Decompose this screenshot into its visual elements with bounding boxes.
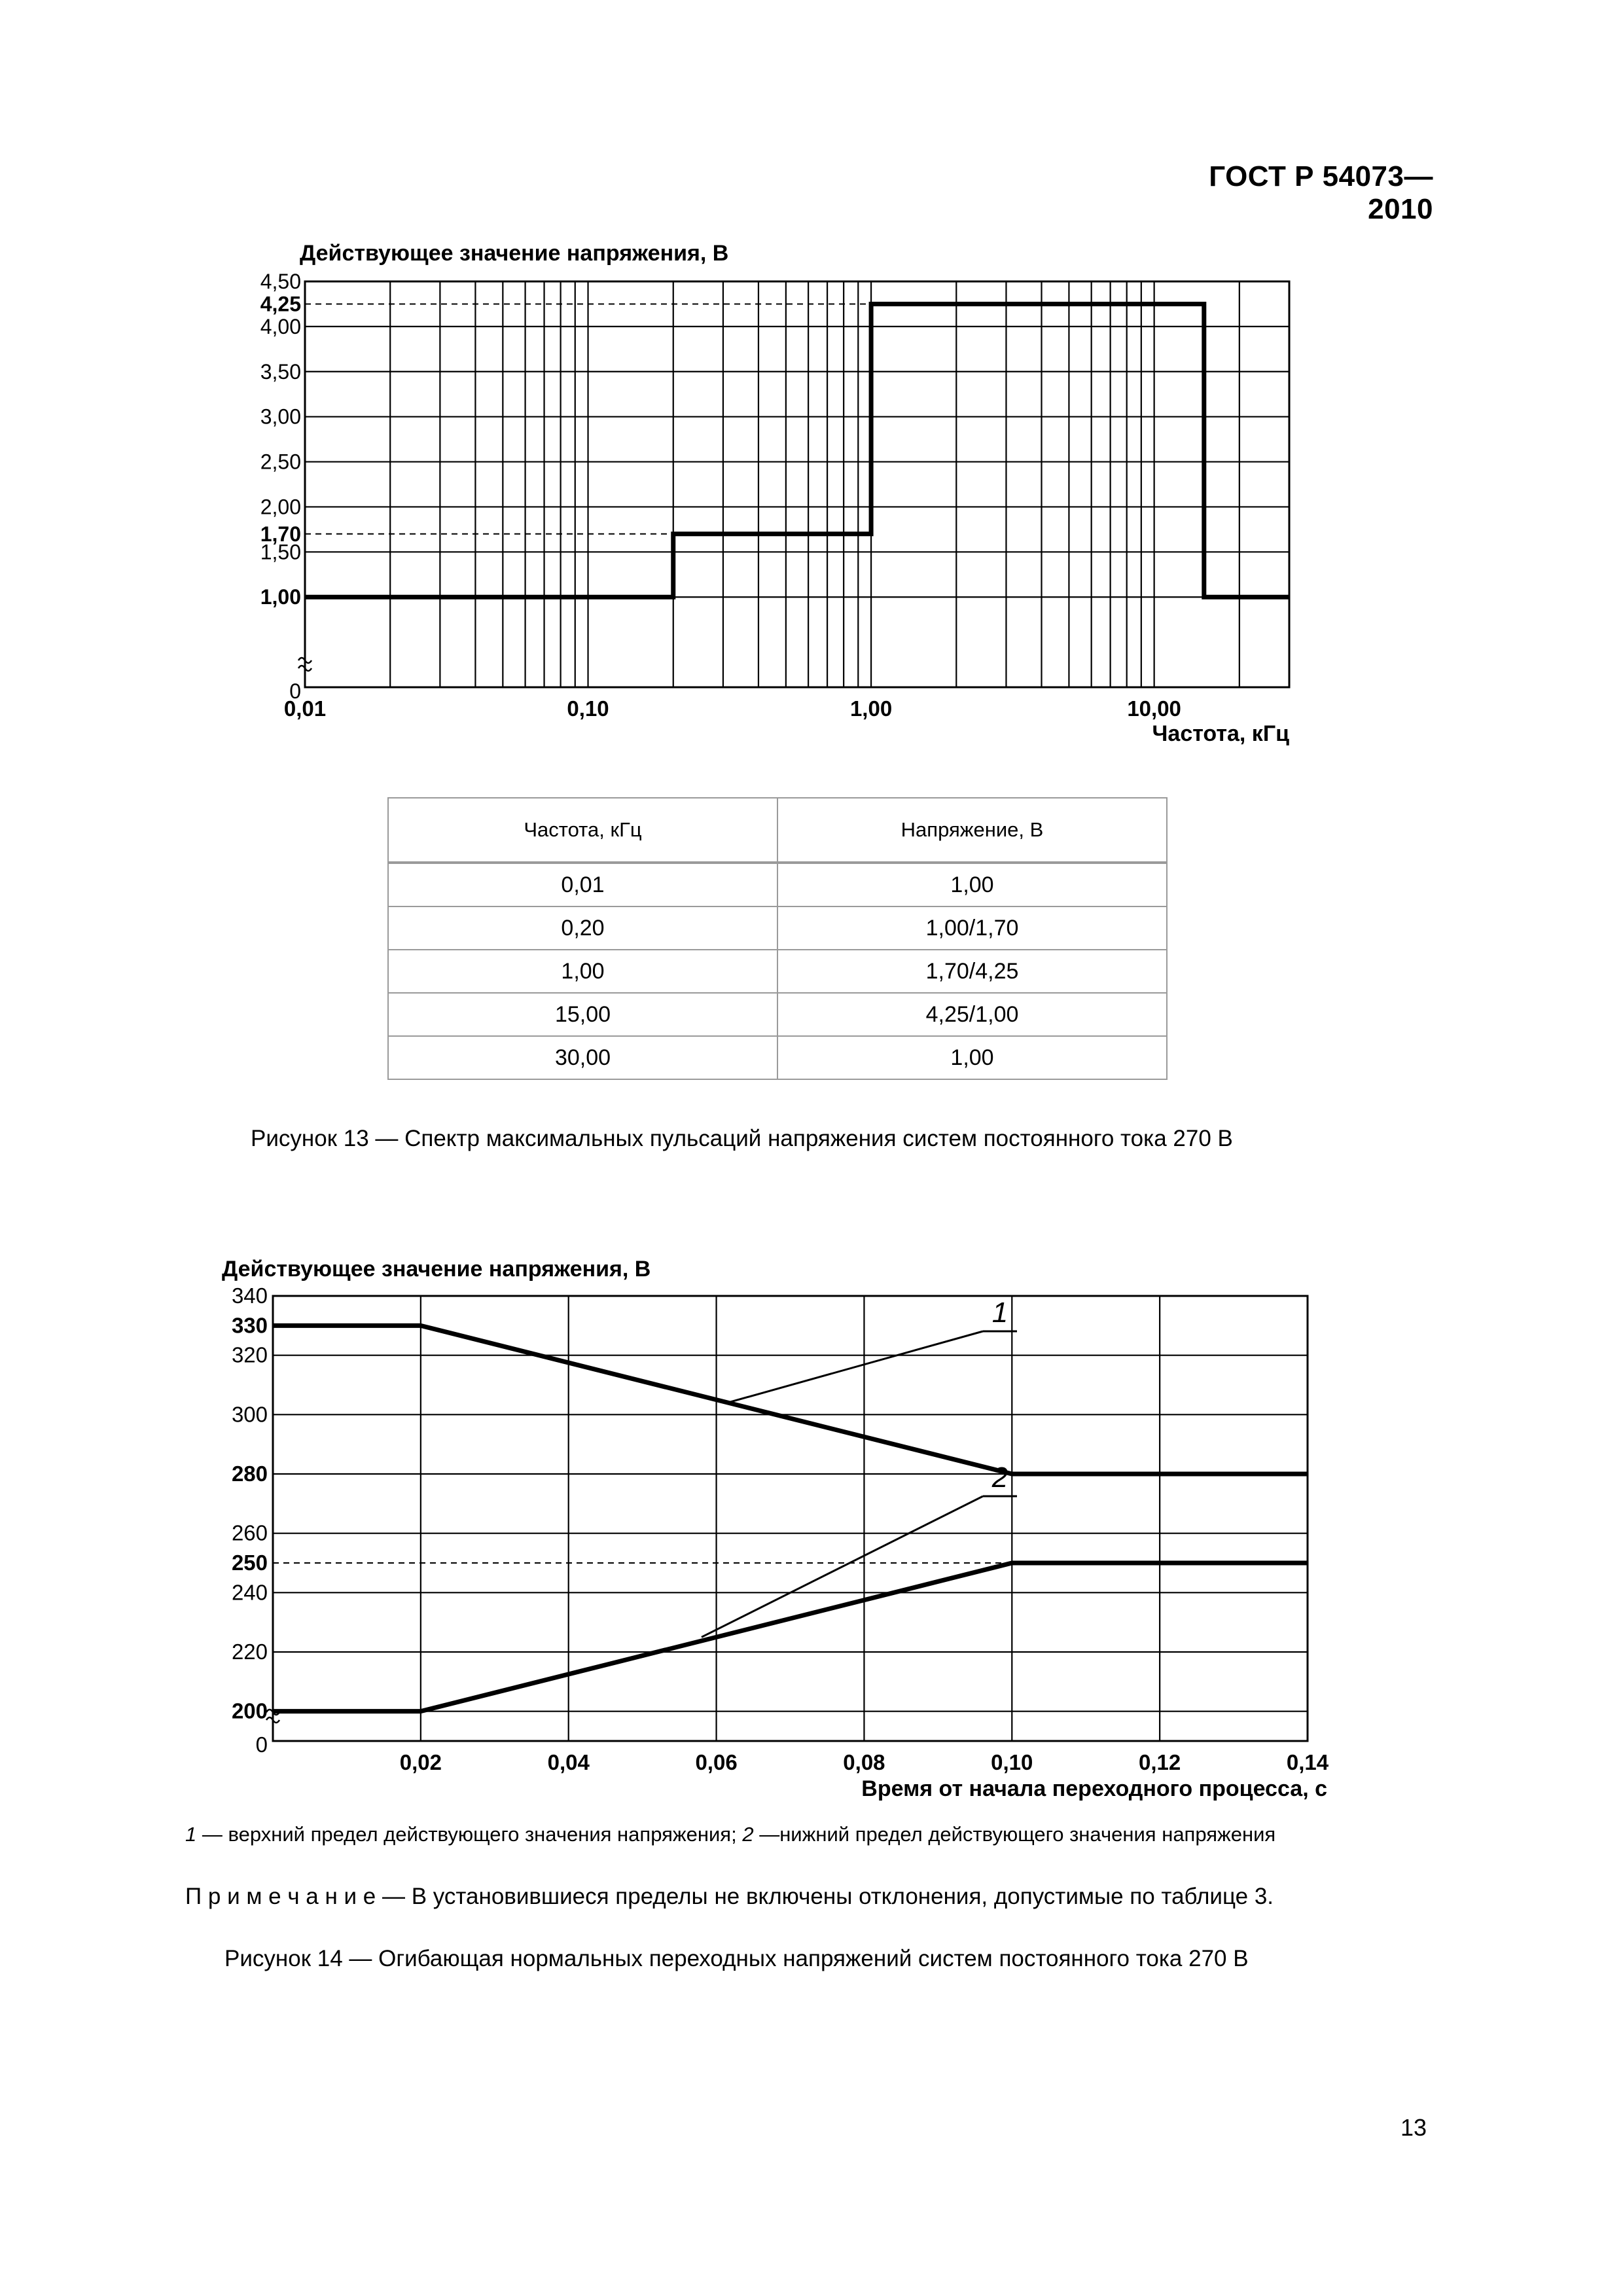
figure-14-leader-line-2 [702, 1496, 983, 1637]
figure-14-x-tick-label: 0,14 [1286, 1750, 1329, 1774]
table-row [388, 993, 1167, 1036]
figure-13-y-tick-label: 1,70 [260, 522, 301, 546]
figure-13-y-tick-label: 1,50 [260, 540, 301, 564]
figure-13-y-tick-label: 1,00 [260, 585, 301, 609]
figure-14-x-axis-title: Время от начала переходного процесса, с [861, 1776, 1327, 1801]
legend-item-1-number: 1 [185, 1823, 197, 1846]
table-cell-voltage: 4,25/1,00 [777, 993, 1167, 1036]
figure-13-caption: Рисунок 13 — Спектр максимальных пульсаций напряжения систем постоянного тока 270 В [251, 1126, 1233, 1151]
figure-13-grid [305, 281, 1289, 687]
legend-item-2-number: 2 [742, 1823, 754, 1846]
figure-14-chart [216, 1244, 1342, 1806]
figure-13-y-axis-title: Действующее значение напряжения, В [300, 241, 729, 266]
figure-13-x-tick-label: 0,10 [567, 696, 609, 721]
figure-14-y-tick-label: 220 [231, 1640, 268, 1664]
figure-14-note [185, 1884, 1274, 1910]
figure-14-y-tick-label: 250 [231, 1551, 268, 1575]
figure-13-chart [249, 229, 1322, 753]
figure-14-series [273, 1325, 1308, 1711]
figure-14-y-tick-label: 280 [231, 1462, 268, 1486]
figure-14-caption: Рисунок 14 — Огибающая нормальных переходных напряжений систем постоянного тока 270 В [224, 1946, 1249, 1971]
figure-13-y-tick-label: 4,50 [260, 270, 301, 293]
figure-14-y-tick-label: 240 [231, 1580, 268, 1605]
figure-13-x-tick-label: 10,00 [1127, 696, 1181, 721]
legend-item-2-text: —нижний предел действующего значения напряжения [753, 1823, 1276, 1846]
figure-14-grid [273, 1296, 1308, 1741]
figure-14-series-label: 1 [991, 1297, 1008, 1329]
figure-13-y-tick-label: 4,25 [260, 292, 301, 316]
table-header-voltage: Напряжение, В [777, 798, 1167, 863]
table-header-frequency: Частота, кГц [388, 798, 777, 863]
figure-13-x-axis-title: Частота, кГц [1152, 721, 1289, 746]
figure-14-x-tick-label: 0,10 [991, 1750, 1033, 1774]
figure-13-y-tick-label: 3,50 [260, 359, 301, 384]
figure-14-x-tick-label: 0,12 [1139, 1750, 1181, 1774]
figure-14-plot-frame [273, 1296, 1308, 1741]
figure-14-leader-line-1 [728, 1331, 983, 1403]
figure-14-series-label: 2 [991, 1462, 1008, 1494]
table-cell-frequency: 0,01 [388, 863, 777, 906]
figure-14-y-tick-label: 320 [231, 1342, 268, 1367]
table-cell-voltage: 1,70/4,25 [777, 950, 1167, 993]
frequency-voltage-table [387, 797, 1168, 1080]
document-number-header: ГОСТ Р 54073—2010 [1209, 160, 1433, 225]
figure-14-x-tick-label: 0,06 [695, 1750, 738, 1774]
table-cell-frequency: 1,00 [388, 950, 777, 993]
table-row [388, 906, 1167, 950]
page-number: 13 [1400, 2114, 1427, 2141]
figure-14-y-axis-title: Действующее значение напряжения, В [222, 1257, 651, 1282]
figure-14-y-tick-label: 300 [231, 1402, 268, 1427]
table-row [388, 863, 1167, 906]
figure-13-x-tick-label: 1,00 [849, 696, 893, 721]
figure-13-y-tick-label: 2,00 [260, 495, 301, 519]
figure-14-x-tick-label: 0,02 [399, 1750, 442, 1774]
figure-14-y-tick-label: 200 [231, 1698, 268, 1723]
figure-14-series-line-2 [273, 1563, 1308, 1712]
figure-13-axis-labels [260, 241, 1289, 746]
figure-14-y-tick-label: 340 [231, 1283, 268, 1308]
figure-14-x-tick-label: 0,08 [843, 1750, 885, 1774]
figure-14-axis-labels [222, 1257, 1329, 1801]
table-cell-frequency: 30,00 [388, 1036, 777, 1079]
note-text: — В установившиеся пределы не включены отклонения, допустимые по таблице 3. [376, 1884, 1274, 1909]
note-label: П р и м е ч а н и е [185, 1884, 376, 1909]
figure-13-y-tick-label: 4,00 [260, 314, 301, 338]
figure-14-y-tick-label: 0 [255, 1732, 268, 1757]
figure-13-y-tick-label: 2,50 [260, 450, 301, 474]
figure-14-y-tick-label: 260 [231, 1520, 268, 1545]
table-cell-frequency: 15,00 [388, 993, 777, 1036]
table-cell-voltage: 1,00 [777, 1036, 1167, 1079]
figure-14-x-tick-label: 0,04 [547, 1750, 590, 1774]
table-cell-frequency: 0,20 [388, 906, 777, 950]
figure-14-legend [185, 1823, 1275, 1846]
figure-13-y-tick-label: 0 [289, 679, 301, 703]
table-cell-voltage: 1,00/1,70 [777, 906, 1167, 950]
table-row [388, 1036, 1167, 1079]
figure-14-y-tick-label: 330 [231, 1313, 268, 1338]
figure-13-y-tick-label: 3,00 [260, 404, 301, 429]
figure-13-x-tick-label: 0,01 [283, 696, 327, 721]
table-cell-voltage: 1,00 [777, 863, 1167, 906]
table-row [388, 950, 1167, 993]
table-header-row [388, 798, 1167, 863]
figure-14-series-line-1 [273, 1325, 1308, 1474]
legend-item-1-text: — верхний предел действующего значения напряжения; [196, 1823, 743, 1846]
